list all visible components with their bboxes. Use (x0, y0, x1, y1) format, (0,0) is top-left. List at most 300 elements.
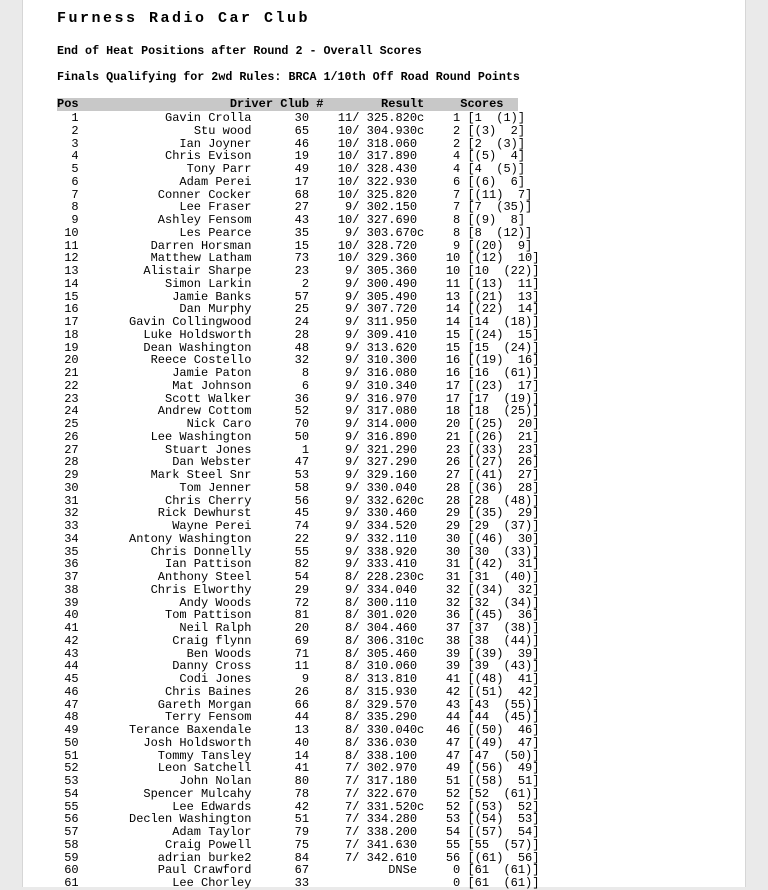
row-driver-name: Neil Ralph (179, 621, 252, 635)
row-points: 43 (445, 697, 461, 712)
table-row (57, 826, 745, 839)
row-points: 42 (445, 684, 461, 699)
row-club-number: 56 (294, 493, 310, 508)
row-result: 7/ 338.200 (345, 825, 425, 839)
row-position: 37 (64, 570, 79, 584)
table-row (57, 214, 745, 227)
row-round-scores: [(12) 10] (467, 251, 540, 266)
row-driver-name: Danny Cross (172, 659, 252, 674)
row-result: 9/ 310.300 (345, 353, 425, 368)
row-result: 9/ 333.410 (345, 557, 425, 572)
row-result: 10/ 322.930 (337, 174, 425, 189)
row-round-scores: [17 (19)] (467, 391, 540, 406)
row-driver-name: Adam Perei (179, 174, 252, 189)
row-result: 10/ 318.060 (337, 136, 425, 151)
row-club-number: 81 (294, 608, 310, 623)
row-round-scores: [(39) 39] (467, 646, 540, 661)
row-round-scores: [(34) 32] (467, 582, 540, 597)
row-round-scores: [18 (25)] (467, 404, 540, 419)
row-position: 33 (64, 519, 79, 533)
row-driver-name: Antony Washington (129, 531, 252, 546)
row-round-scores: [(25) 20] (467, 417, 540, 431)
row-club-number: 72 (294, 595, 310, 610)
row-club-number: 1 (301, 442, 310, 457)
table-row (57, 125, 745, 138)
row-round-scores: [14 (18)] (467, 315, 540, 329)
row-round-scores: [(53) 52] (467, 799, 540, 814)
row-round-scores: [39 (43)] (467, 659, 540, 674)
table-row (57, 176, 745, 189)
row-result: 8/ 313.810 (345, 672, 425, 686)
row-position: 36 (64, 557, 79, 572)
row-driver-name: Mark Steel Snr (150, 468, 252, 482)
table-row (57, 737, 745, 750)
row-round-scores: [38 (44)] (467, 633, 540, 648)
row-driver-name: Craig flynn (172, 633, 252, 648)
row-points: 37 (445, 621, 461, 635)
row-round-scores: [10 (22)] (467, 264, 540, 278)
row-round-scores: [15 (24)] (467, 340, 540, 355)
row-driver-name: Matthew Latham (150, 251, 252, 266)
row-round-scores: [8 (12)] (467, 225, 533, 240)
row-position: 52 (64, 761, 79, 776)
row-round-scores: [28 (48)] (467, 493, 540, 508)
row-result: 8/ 338.100 (345, 748, 425, 763)
row-driver-name: Lee Chorley (172, 876, 252, 890)
row-result: 9/ 302.150 (345, 200, 425, 215)
row-round-scores: [(11) 7] (467, 187, 533, 202)
row-points: 10 (445, 264, 461, 278)
row-club-number: 71 (294, 646, 310, 661)
table-row (57, 533, 745, 546)
row-club-number: 52 (294, 404, 310, 419)
row-position: 3 (71, 136, 79, 151)
row-result: 10/ 327.690 (337, 213, 425, 227)
document-page (22, 0, 746, 890)
row-driver-name: Scott Walker (165, 391, 252, 406)
row-result: 9/ 313.620 (345, 340, 425, 355)
table-row (57, 635, 745, 648)
row-position: 12 (64, 251, 79, 266)
row-driver-name: Alistair Sharpe (143, 264, 252, 278)
row-round-scores: [16 (61)] (467, 366, 540, 380)
row-position: 54 (64, 786, 79, 801)
row-club-number: 49 (294, 162, 310, 176)
row-points: 8 (453, 225, 461, 240)
table-row (57, 265, 745, 278)
row-club-number: 20 (294, 621, 310, 635)
row-round-scores: [(36) 28] (467, 480, 540, 495)
row-points: 20 (445, 417, 461, 431)
row-result: 10/ 328.720 (337, 238, 425, 253)
row-driver-name: Tom Jenner (179, 480, 252, 495)
row-position: 22 (64, 378, 79, 393)
row-round-scores: [(24) 15] (467, 327, 540, 342)
row-position: 50 (64, 735, 79, 750)
row-driver-name: Jamie Banks (172, 289, 252, 304)
row-points: 4 (453, 149, 461, 164)
row-club-number: 84 (294, 850, 310, 865)
row-club-number: 41 (294, 761, 310, 776)
row-result: 8/ 300.110 (345, 595, 425, 610)
row-position: 58 (64, 837, 79, 852)
row-result: 9/ 332.620c (345, 493, 425, 508)
row-round-scores: [(58) 51] (467, 774, 540, 788)
row-position: 35 (64, 544, 79, 559)
row-points: 32 (445, 595, 461, 610)
table-row (57, 112, 745, 125)
row-result: 9/ 334.520 (345, 519, 425, 533)
row-points: 9 (453, 238, 461, 253)
row-result: 8/ 310.060 (345, 659, 425, 674)
row-result: 7/ 322.670 (345, 786, 425, 801)
row-driver-name: Tom Pattison (165, 608, 252, 623)
row-round-scores: [(3) 2] (467, 123, 526, 138)
row-points: 39 (445, 646, 461, 661)
row-club-number: 58 (294, 480, 310, 495)
row-points: 31 (445, 570, 461, 584)
row-points: 46 (445, 723, 461, 737)
row-points: 52 (445, 799, 461, 814)
subtitle-finals-qualifying: Finals Qualifying for 2wd Rules: BRCA 1/10th Off Road Round Points (57, 70, 520, 84)
row-position: 59 (64, 850, 79, 865)
row-position: 44 (64, 659, 79, 674)
row-round-scores: [2 (3)] (467, 136, 526, 151)
row-position: 32 (64, 506, 79, 521)
row-position: 4 (71, 149, 79, 164)
row-points: 0 (453, 876, 461, 890)
row-round-scores: [55 (57)] (467, 837, 540, 852)
row-round-scores: [(56) 49] (467, 761, 540, 776)
row-round-scores: [4 (5)] (467, 162, 526, 176)
row-club-number: 55 (294, 544, 310, 559)
row-result: 9/ 316.080 (345, 366, 425, 380)
results-table-header-bar (57, 98, 518, 111)
row-result: 9/ 334.040 (345, 582, 425, 597)
row-round-scores: [(5) 4] (467, 149, 526, 164)
row-club-number: 11 (294, 659, 310, 674)
row-driver-name: Chris Evison (165, 149, 252, 164)
row-position: 7 (71, 187, 79, 202)
row-result: 8/ 228.230c (345, 570, 425, 584)
row-points: 39 (445, 659, 461, 674)
row-club-number: 65 (294, 123, 310, 138)
row-points: 30 (445, 544, 461, 559)
row-result: 10/ 328.430 (337, 162, 425, 176)
row-points: 8 (453, 213, 461, 227)
row-position: 10 (64, 225, 79, 240)
row-round-scores: [37 (38)] (467, 621, 540, 635)
row-position: 25 (64, 417, 79, 431)
row-position: 21 (64, 366, 79, 380)
row-points: 18 (445, 404, 461, 419)
row-driver-name: Lee Edwards (172, 799, 252, 814)
row-driver-name: Rick Dewhurst (157, 506, 252, 521)
row-round-scores: [(41) 27] (467, 468, 540, 482)
row-result: 11/ 325.820c (337, 111, 425, 125)
row-club-number: 2 (301, 276, 310, 291)
table-row (57, 367, 745, 380)
row-round-scores: [(26) 21] (467, 429, 540, 444)
row-driver-name: Conner Cocker (157, 187, 252, 202)
row-result: 7/ 341.630 (345, 837, 425, 852)
row-points: 53 (445, 812, 461, 827)
row-club-number: 9 (301, 672, 310, 686)
row-points: 56 (445, 850, 461, 865)
row-driver-name: Terance Baxendale (129, 723, 252, 737)
row-result: 10/ 325.820 (337, 187, 425, 202)
row-position: 11 (64, 238, 79, 253)
row-round-scores: [(22) 14] (467, 302, 540, 317)
row-driver-name: Dan Webster (172, 455, 252, 470)
row-position: 55 (64, 799, 79, 814)
row-club-number: 36 (294, 391, 310, 406)
row-club-number: 43 (294, 213, 310, 227)
row-result: 9/ 329.160 (345, 468, 425, 482)
table-row (57, 482, 745, 495)
row-points: 7 (453, 200, 461, 215)
row-club-number: 53 (294, 468, 310, 482)
row-round-scores: [(45) 36] (467, 608, 540, 623)
table-row (57, 686, 745, 699)
row-position: 18 (64, 327, 79, 342)
row-club-number: 57 (294, 289, 310, 304)
row-position: 28 (64, 455, 79, 470)
row-position: 8 (71, 200, 79, 215)
row-club-number: 82 (294, 557, 310, 572)
row-points: 28 (445, 493, 461, 508)
row-result: 7/ 342.610 (345, 850, 425, 865)
row-points: 23 (445, 442, 461, 457)
table-row (57, 316, 745, 329)
table-row (57, 329, 745, 342)
row-club-number: 50 (294, 429, 310, 444)
row-driver-name: Darren Horsman (150, 238, 252, 253)
row-driver-name: Gareth Morgan (157, 697, 252, 712)
row-result: 7/ 331.520c (345, 799, 425, 814)
row-result: 8/ 335.290 (345, 710, 425, 725)
table-row (57, 788, 745, 801)
row-points: 0 (453, 863, 461, 878)
row-result: 9/ 314.000 (345, 417, 425, 431)
row-club-number: 14 (294, 748, 310, 763)
row-result: 9/ 330.460 (345, 506, 425, 521)
row-result: 8/ 336.030 (345, 735, 425, 750)
row-driver-name: Declen Washington (129, 812, 252, 827)
row-result: 9/ 321.290 (345, 442, 425, 457)
row-driver-name: Mat Johnson (172, 378, 252, 393)
row-position: 16 (64, 302, 79, 317)
row-driver-name: Andy Woods (179, 595, 252, 610)
row-position: 34 (64, 531, 79, 546)
row-position: 53 (64, 774, 79, 788)
row-club-number: 26 (294, 684, 310, 699)
row-driver-name: Lee Fraser (179, 200, 252, 215)
row-club-number: 75 (294, 837, 310, 852)
row-points: 21 (445, 429, 461, 444)
row-result: 7/ 302.970 (345, 761, 425, 776)
row-driver-name: Gavin Collingwood (129, 315, 252, 329)
row-driver-name: Jamie Paton (172, 366, 252, 380)
row-round-scores: [(20) 9] (467, 238, 533, 253)
row-round-scores: [43 (55)] (467, 697, 540, 712)
row-driver-name: Paul Crawford (157, 863, 252, 878)
row-driver-name: Terry Fensom (165, 710, 252, 725)
row-position: 41 (64, 621, 79, 635)
row-driver-name: Craig Powell (165, 837, 252, 852)
row-points: 38 (445, 633, 461, 648)
table-row (57, 469, 745, 482)
row-position: 40 (64, 608, 79, 623)
row-result: 10/ 304.930c (337, 123, 425, 138)
row-result: 9/ 317.080 (345, 404, 425, 419)
row-driver-name: Chris Baines (165, 684, 252, 699)
row-points: 15 (445, 340, 461, 355)
row-points: 13 (445, 289, 461, 304)
row-points: 44 (445, 710, 461, 725)
row-driver-name: Les Pearce (179, 225, 252, 240)
row-result: 9/ 305.490 (345, 289, 425, 304)
row-driver-name: Gavin Crolla (165, 111, 252, 125)
row-position: 24 (64, 404, 79, 419)
row-driver-name: Stuart Jones (165, 442, 252, 457)
row-club-number: 32 (294, 353, 310, 368)
row-club-number: 17 (294, 174, 310, 189)
row-points: 54 (445, 825, 461, 839)
row-result: DNSe (388, 863, 425, 878)
row-result: 10/ 317.890 (337, 149, 425, 164)
row-club-number: 6 (301, 378, 310, 393)
row-points: 36 (445, 608, 461, 623)
row-position: 57 (64, 825, 79, 839)
row-round-scores: [(19) 16] (467, 353, 540, 368)
row-driver-name: Codi Jones (179, 672, 252, 686)
row-result: 8/ 304.460 (345, 621, 425, 635)
row-position: 61 (64, 876, 79, 890)
row-round-scores: [61 (61)] (467, 863, 540, 878)
table-header-line: Pos Driver Club # Result Scores (57, 97, 518, 111)
row-club-number: 46 (294, 136, 310, 151)
row-driver-name: Lee Washington (150, 429, 252, 444)
row-driver-name: Tommy Tansley (157, 748, 252, 763)
row-round-scores: [7 (35)] (467, 200, 533, 215)
row-driver-name: Ben Woods (186, 646, 252, 661)
row-points: 4 (453, 162, 461, 176)
table-row (57, 163, 745, 176)
row-club-number: 66 (294, 697, 310, 712)
row-round-scores: [(48) 41] (467, 672, 540, 686)
row-points: 31 (445, 557, 461, 572)
row-position: 48 (64, 710, 79, 725)
row-points: 2 (453, 123, 461, 138)
row-result: 10/ 329.360 (337, 251, 425, 266)
row-club-number: 42 (294, 799, 310, 814)
row-round-scores: [(46) 30] (467, 531, 540, 546)
row-points: 27 (445, 468, 461, 482)
row-position: 14 (64, 276, 79, 291)
row-position: 47 (64, 697, 79, 712)
table-row (57, 227, 745, 240)
row-round-scores: [31 (40)] (467, 570, 540, 584)
row-round-scores: [(57) 54] (467, 825, 540, 839)
row-position: 15 (64, 289, 79, 304)
row-position: 49 (64, 723, 79, 737)
row-driver-name: Luke Holdsworth (143, 327, 252, 342)
row-driver-name: Anthony Steel (157, 570, 252, 584)
row-club-number: 80 (294, 774, 310, 788)
row-position: 45 (64, 672, 79, 686)
row-round-scores: [(13) 11] (467, 276, 540, 291)
row-points: 17 (445, 378, 461, 393)
row-points: 14 (445, 315, 461, 329)
row-position: 17 (64, 315, 79, 329)
row-round-scores: [1 (1)] (467, 111, 526, 125)
row-points: 11 (445, 276, 461, 291)
row-club-number: 48 (294, 340, 310, 355)
row-driver-name: Ashley Fensom (157, 213, 252, 227)
row-round-scores: [(6) 6] (467, 174, 526, 189)
row-club-number: 35 (294, 225, 310, 240)
table-row (57, 864, 745, 877)
row-position: 26 (64, 429, 79, 444)
row-round-scores: [(42) 31] (467, 557, 540, 572)
row-points: 32 (445, 582, 461, 597)
row-position: 56 (64, 812, 79, 827)
row-club-number: 24 (294, 315, 310, 329)
row-points: 14 (445, 302, 461, 317)
row-club-number: 30 (294, 111, 310, 125)
row-club-number: 78 (294, 786, 310, 801)
row-round-scores: [47 (50)] (467, 748, 540, 763)
row-result: 9/ 311.950 (345, 315, 425, 329)
row-club-number: 27 (294, 200, 310, 215)
row-points: 16 (445, 353, 461, 368)
row-round-scores: [(23) 17] (467, 378, 540, 393)
row-position: 13 (64, 264, 79, 278)
row-result: 9/ 307.720 (345, 302, 425, 317)
row-result: 9/ 332.110 (345, 531, 425, 546)
row-result: 9/ 303.670c (345, 225, 425, 240)
row-driver-name: Wayne Perei (172, 519, 252, 533)
row-driver-name: Ian Pattison (165, 557, 252, 572)
row-driver-name: Josh Holdsworth (143, 735, 252, 750)
row-result: 8/ 306.310c (345, 633, 425, 648)
row-round-scores: [(54) 53] (467, 812, 540, 827)
row-round-scores: [(50) 46] (467, 723, 540, 737)
row-driver-name: Dean Washington (143, 340, 252, 355)
row-points: 55 (445, 837, 461, 852)
row-round-scores: [(51) 42] (467, 684, 540, 699)
row-club-number: 19 (294, 149, 310, 164)
row-driver-name: adrian burke2 (157, 850, 252, 865)
row-points: 29 (445, 519, 461, 533)
row-driver-name: Adam Taylor (172, 825, 252, 839)
row-points: 26 (445, 455, 461, 470)
row-club-number: 54 (294, 570, 310, 584)
table-row (57, 418, 745, 431)
row-position: 39 (64, 595, 79, 610)
row-position: 42 (64, 633, 79, 648)
row-position: 30 (64, 480, 79, 495)
row-result (309, 877, 424, 890)
page-title: Furness Radio Car Club (57, 10, 311, 27)
row-points: 17 (445, 391, 461, 406)
row-club-number: 8 (301, 366, 310, 380)
row-driver-name: Spencer Mulcahy (143, 786, 252, 801)
table-row (57, 839, 745, 852)
row-result: 9/ 338.920 (345, 544, 425, 559)
row-round-scores: [61 (61)] (467, 876, 540, 890)
